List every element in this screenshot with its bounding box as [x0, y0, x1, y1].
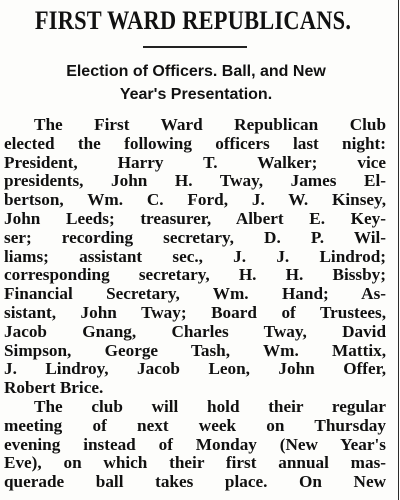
text-line: presidents, John H. Tway, James El-	[4, 171, 386, 191]
text-line: ser; recording secretary, D. P. Wil-	[4, 227, 386, 247]
text-line: liams; assistant sec., J. J. Lindrod;	[4, 246, 386, 266]
text-line: sistant, John Tway; Board of Trustees,	[4, 302, 386, 322]
text-line: Robert Brice.	[4, 378, 104, 398]
text-line: J. Lindroy, Jacob Leon, John Offer,	[4, 359, 386, 379]
text-line: Simpson, George Tash, Wm. Mattix,	[4, 340, 386, 360]
text-line: President, Harry T. Walker; vice	[4, 152, 386, 172]
subhead-line: Election of Officers. Ball, and New	[66, 63, 326, 80]
subhead-line: Year's Presentation.	[119, 86, 273, 103]
text-line: The club will hold their regular	[34, 396, 386, 416]
text-line: elected the following officers last night:	[4, 133, 386, 153]
headline-divider	[143, 46, 247, 48]
text-line: meeting of next week on Thursday	[4, 415, 386, 435]
text-line: John Leeds; treasurer, Albert E. Key-	[4, 208, 386, 228]
text-line: The First Ward Republican Club	[34, 115, 386, 134]
text-line: evening instead of Monday (New Year's	[4, 434, 386, 454]
text-line: Financial Secretary, Wm. Hand; As-	[4, 284, 386, 304]
subheadline	[0, 60, 392, 106]
text-line: Jacob Gnang, Charles Tway, David	[4, 321, 386, 341]
column-rule	[398, 0, 399, 500]
text-line: Eve), on which their first annual mas-	[4, 453, 386, 473]
text-line: corresponding secretary, H. H. Bissby;	[4, 265, 386, 285]
headline: FIRST WARD REPUBLICANS.	[34, 6, 352, 35]
text-line: bertson, Wm. C. Ford, J. W. Kinsey,	[4, 190, 386, 210]
text-line: querade ball takes place. On New	[4, 472, 386, 492]
article-body	[4, 116, 386, 492]
